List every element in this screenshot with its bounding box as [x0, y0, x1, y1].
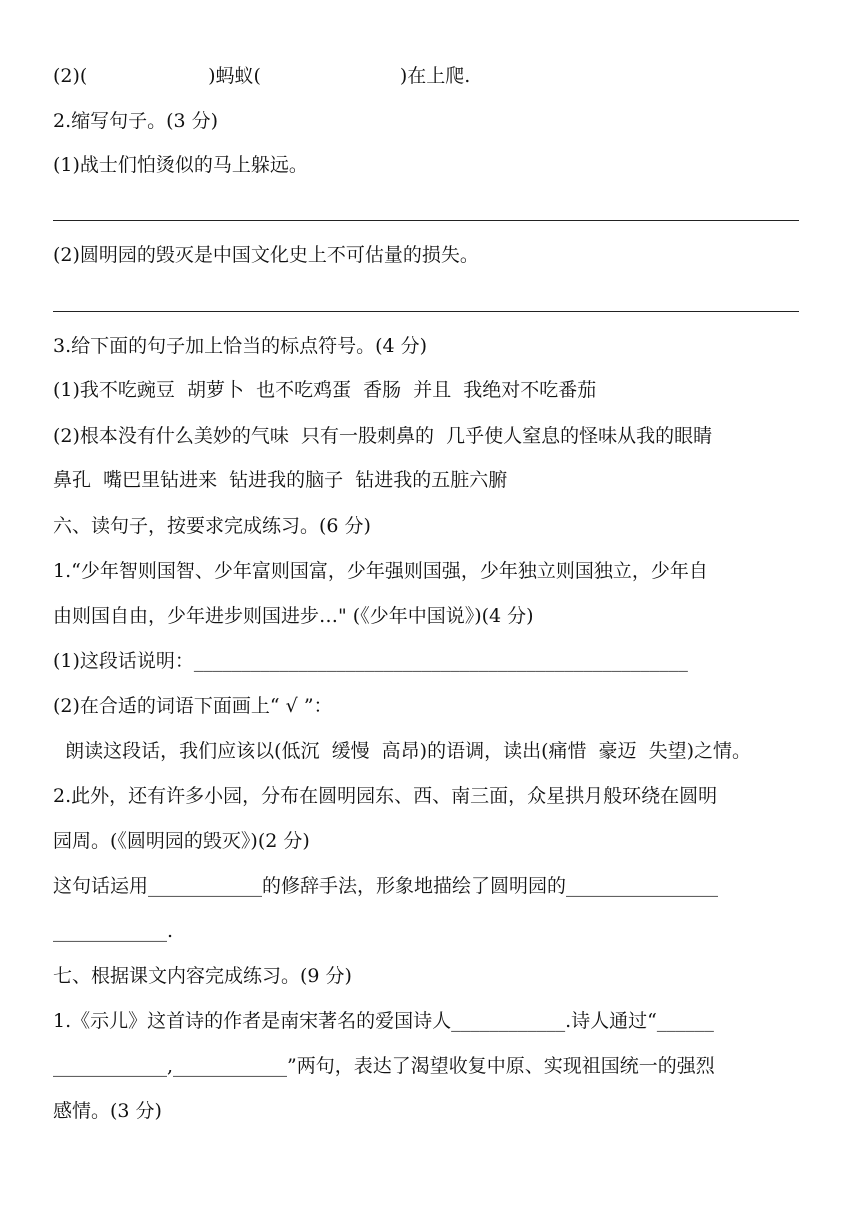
text-line: 园周。(《圆明园的毁灭》)(2 分) — [53, 830, 310, 852]
text-line: 感情。(3 分) — [53, 1100, 162, 1122]
text-line: 朗读这段话，我们应该以(低沉 缓慢 高昂)的语调，读出(痛惜 豪迈 失望)之情。 — [53, 740, 752, 762]
text-line: 这句话运用____________的修辞手法，形象地描绘了圆明园的________________ — [53, 875, 719, 897]
answer-line — [53, 220, 799, 221]
text-line: 鼻孔 嘴巴里钻进来 钻进我的脑子 钻进我的五脏六腑 — [53, 469, 508, 491]
text-line: (2)在合适的词语下面画上“ √ ”： — [53, 695, 333, 717]
question-heading: 1.《示儿》这首诗的作者是南宋著名的爱国诗人____________.诗人通过“______ — [53, 1010, 714, 1032]
section-heading: 七、根据课文内容完成练习。(9 分) — [53, 965, 352, 987]
text-line: ____________. — [53, 920, 174, 942]
question-heading: 2.此外，还有许多小园，分布在圆明园东、西、南三面，众星拱月般环绕在圆明 — [53, 785, 718, 807]
text-line: (2)根本没有什么美妙的气味 只有一股刺鼻的 几乎使人窒息的怪味从我的眼睛 — [53, 425, 713, 447]
question-heading: 2.缩写句子。(3 分) — [53, 110, 219, 132]
section-heading: 六、读句子，按要求完成练习。(6 分) — [53, 515, 371, 537]
text-line: ____________,____________”两句，表达了渴望收复中原、实现祖国统一的强烈 — [53, 1055, 715, 1077]
text-line: 由则国自由，少年进步则国进步…" (《少年中国说》)(4 分) — [53, 605, 534, 627]
text-line: (1)战士们怕烫似的马上躲远。 — [53, 154, 308, 176]
text-line: (2)( )蚂蚁( )在上爬. — [53, 65, 471, 87]
text-line: 1.“少年智则国智、少年富则国富，少年强则国强，少年独立则国独立，少年自 — [53, 560, 708, 582]
text-line: (2)圆明园的毁灭是中国文化史上不可估量的损失。 — [53, 244, 479, 266]
question-heading: 3.给下面的句子加上恰当的标点符号。(4 分) — [53, 335, 428, 357]
text-line: (1)我不吃豌豆 胡萝卜 也不吃鸡蛋 香肠 并且 我绝对不吃番茄 — [53, 379, 597, 401]
text-line: (1)这段话说明：____________________________________________________ — [53, 650, 688, 672]
answer-line — [53, 311, 799, 312]
